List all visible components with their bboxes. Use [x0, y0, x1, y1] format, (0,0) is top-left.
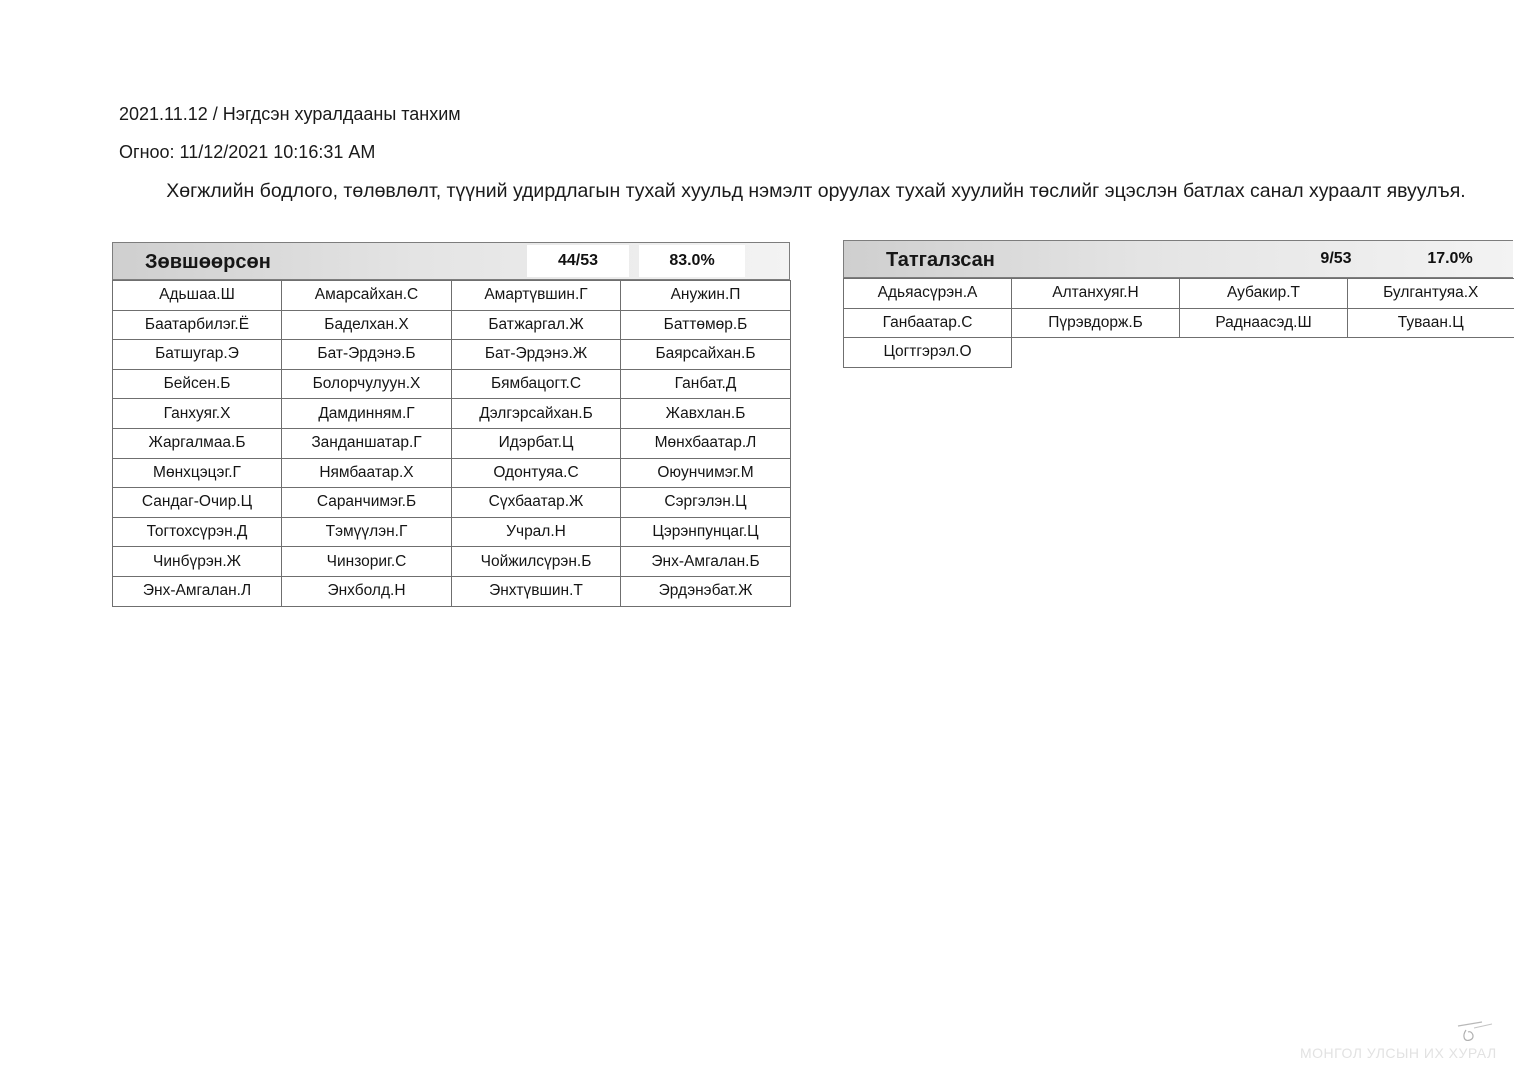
- approved-member: Ганхуяг.Х: [113, 399, 282, 429]
- rejected-block: [843, 240, 1513, 368]
- table-row: [113, 576, 791, 606]
- approved-member: Учрал.Н: [452, 517, 621, 547]
- table-row: [844, 308, 1514, 338]
- approved-member: Анужин.П: [621, 281, 791, 311]
- approved-percent: 83.0%: [639, 245, 745, 277]
- rejected-member: Туваан.Ц: [1348, 308, 1514, 338]
- approved-member: Жаргалмаа.Б: [113, 428, 282, 458]
- table-row: [113, 340, 791, 370]
- approved-member: Батшугар.Э: [113, 340, 282, 370]
- rejected-member: Цогтгэрэл.О: [844, 338, 1012, 368]
- rejected-member: Пүрэвдорж.Б: [1012, 308, 1180, 338]
- approved-member: Энхтүвшин.Т: [452, 576, 621, 606]
- approved-member: Бейсен.Б: [113, 369, 282, 399]
- approved-member: Энх-Амгалан.Б: [621, 547, 791, 577]
- approved-member: Эрдэнэбат.Ж: [621, 576, 791, 606]
- approved-member: Бат-Эрдэнэ.Ж: [452, 340, 621, 370]
- motion-text: Хөгжлийн бодлого, төлөвлөлт, түүний удирдлагын тухай хуульд нэмэлт оруулах тухай хуулийн төслийг эцэслэн батлах санал хураалт явуулъя.: [166, 180, 1466, 202]
- approved-member: Сэргэлэн.Ц: [621, 488, 791, 518]
- approved-member: Чинбүрэн.Ж: [113, 547, 282, 577]
- rejected-member: Адьяасүрэн.А: [844, 279, 1012, 309]
- approved-count: 44/53: [527, 245, 629, 277]
- table-row: [113, 517, 791, 547]
- approved-member: Баттөмөр.Б: [621, 310, 791, 340]
- approved-member: Баделхан.Х: [282, 310, 452, 340]
- approved-member: Мөнхцэцэг.Г: [113, 458, 282, 488]
- rejected-table: [843, 278, 1514, 368]
- approved-member: Оюунчимэг.М: [621, 458, 791, 488]
- approved-member: Баярсайхан.Б: [621, 340, 791, 370]
- approved-member: Цэрэнпунцаг.Ц: [621, 517, 791, 547]
- approved-member: Бямбацогт.С: [452, 369, 621, 399]
- table-row: [113, 369, 791, 399]
- approved-member: Чинзориг.С: [282, 547, 452, 577]
- approved-member: Сүхбаатар.Ж: [452, 488, 621, 518]
- approved-member: Батжаргал.Ж: [452, 310, 621, 340]
- approved-member: Болорчулуун.Х: [282, 369, 452, 399]
- approved-member: Дэлгэрсайхан.Б: [452, 399, 621, 429]
- rejected-member: Аубакир.Т: [1180, 279, 1348, 309]
- table-row: [113, 310, 791, 340]
- approved-title: Зөвшөөрсөн: [145, 251, 271, 273]
- approved-member: Амарсайхан.С: [282, 281, 452, 311]
- rejected-member: Ганбаатар.С: [844, 308, 1012, 338]
- table-row: [113, 547, 791, 577]
- empty-cell: [1180, 338, 1348, 368]
- approved-member: Амартүвшин.Г: [452, 281, 621, 311]
- empty-cell: [1348, 338, 1514, 368]
- approved-member: Мөнхбаатар.Л: [621, 428, 791, 458]
- signature-scribble-icon: [1452, 1018, 1498, 1048]
- approved-member: Одонтуяа.С: [452, 458, 621, 488]
- empty-cell: [1012, 338, 1180, 368]
- table-row: [113, 399, 791, 429]
- vote-date: Огноо: 11/12/2021 10:16:31 AM: [119, 142, 376, 162]
- approved-member: Адьшаа.Ш: [113, 281, 282, 311]
- approved-block: [112, 242, 790, 607]
- approved-member: Сандаг-Очир.Ц: [113, 488, 282, 518]
- approved-member: Занданшатар.Г: [282, 428, 452, 458]
- rejected-count: 9/53: [1320, 250, 1352, 267]
- approved-member: Тогтохсүрэн.Д: [113, 517, 282, 547]
- watermark-text: МОНГОЛ УЛСЫН ИХ ХУРАЛ: [1300, 1045, 1497, 1061]
- approved-member: Жавхлан.Б: [621, 399, 791, 429]
- table-row: [113, 488, 791, 518]
- table-row: [113, 281, 791, 311]
- approved-member: Энхболд.Н: [282, 576, 452, 606]
- approved-member: Баатарбилэг.Ё: [113, 310, 282, 340]
- rejected-title: Татгалзсан: [886, 249, 995, 271]
- rejected-percent: 17.0%: [1427, 250, 1473, 267]
- table-row: [844, 338, 1514, 368]
- approved-member: Ганбат.Д: [621, 369, 791, 399]
- approved-member: Нямбаатар.Х: [282, 458, 452, 488]
- approved-header: [112, 242, 790, 280]
- approved-member: Чойжилсүрэн.Б: [452, 547, 621, 577]
- approved-member: Идэрбат.Ц: [452, 428, 621, 458]
- session-heading: 2021.11.12 / Нэгдсэн хуралдааны танхим: [119, 104, 461, 124]
- rejected-header: [843, 240, 1513, 278]
- approved-member: Саранчимэг.Б: [282, 488, 452, 518]
- approved-table: [112, 280, 791, 607]
- table-row: [844, 279, 1514, 309]
- rejected-member: Булгантуяа.Х: [1348, 279, 1514, 309]
- approved-member: Дамдинням.Г: [282, 399, 452, 429]
- rejected-member: Раднаасэд.Ш: [1180, 308, 1348, 338]
- table-row: [113, 428, 791, 458]
- rejected-member: Алтанхуяг.Н: [1012, 279, 1180, 309]
- approved-member: Тэмүүлэн.Г: [282, 517, 452, 547]
- table-row: [113, 458, 791, 488]
- approved-member: Бат-Эрдэнэ.Б: [282, 340, 452, 370]
- approved-member: Энх-Амгалан.Л: [113, 576, 282, 606]
